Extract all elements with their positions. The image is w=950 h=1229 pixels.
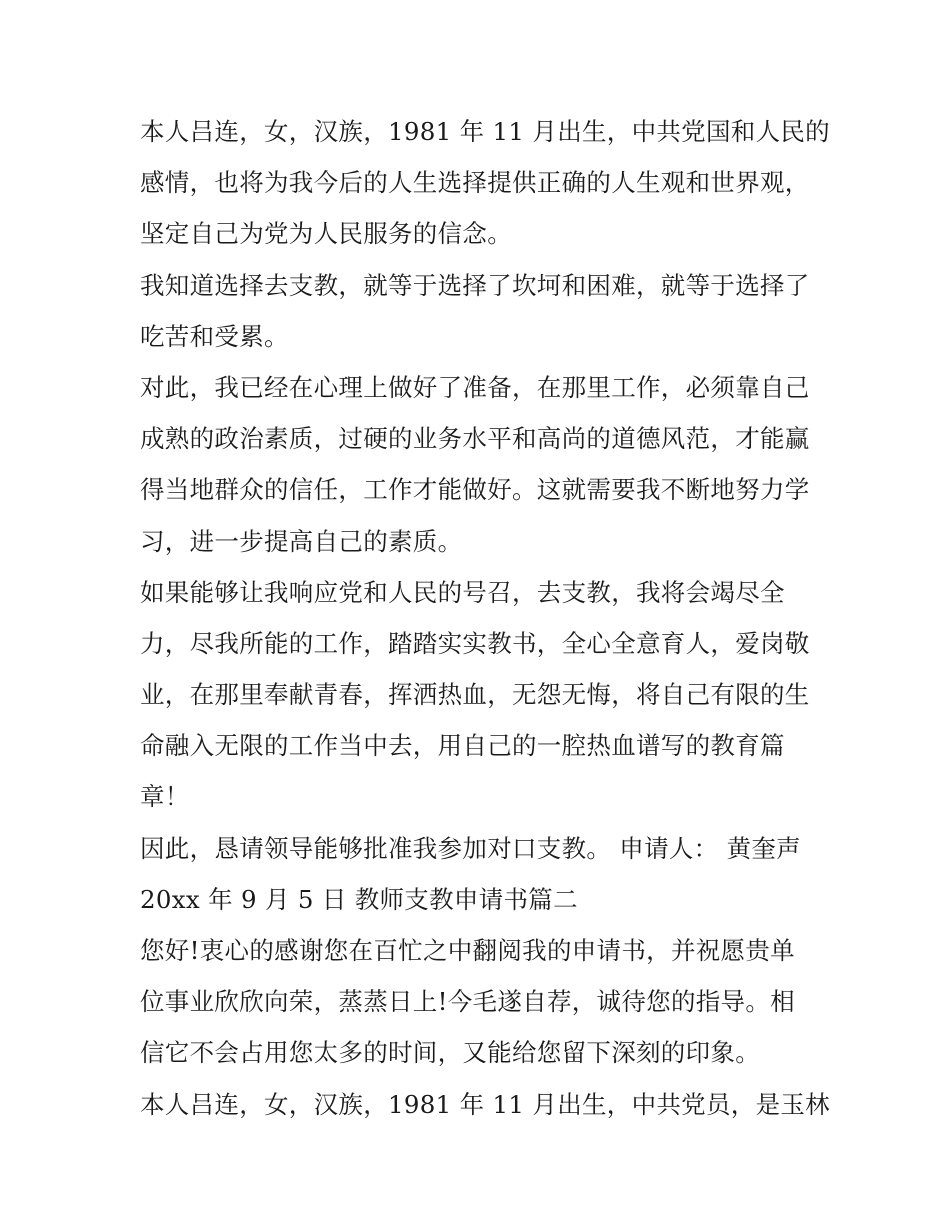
text-line: 本人吕连，女，汉族，1981 年 11 月出生，中共党国和人民的	[140, 117, 830, 146]
text-line: 力，尽我所能的工作，踏踏实实教书，全心全意育人，爱岗敬	[140, 628, 810, 658]
text-line: 20xx 年 9 月 5 日 教师支教申请书篇二	[140, 884, 578, 914]
text-line: 吃苦和受累。	[140, 321, 289, 351]
text-line: 位事业欣欣向荣，蒸蒸日上!今毛遂自荐，诚待您的指导。相	[140, 987, 795, 1017]
text-line: 我知道选择去支教，就等于选择了坎坷和困难，就等于选择了	[140, 270, 810, 300]
text-line: 命融入无限的工作当中去，用自己的一腔热血谱写的教育篇	[140, 731, 785, 761]
document-body	[140, 106, 830, 1130]
text-line: 您好!衷心的感谢您在百忙之中翻阅我的申请书，并祝愿贵单	[140, 936, 795, 965]
text-line: 信它不会占用您太多的时间，又能给您留下深刻的印象。	[140, 1038, 760, 1068]
text-line: 感情，也将为我今后的人生选择提供正确的人生观和世界观，	[140, 168, 810, 198]
text-line: 业，在那里奉献青春，挥洒热血，无怨无悔，将自己有限的生	[140, 680, 810, 710]
text-line: 章！	[140, 782, 190, 812]
text-line: 习，进一步提高自己的素质。	[140, 526, 463, 556]
text-line: 得当地群众的信任，工作才能做好。这就需要我不断地努力学	[140, 475, 810, 505]
text-line: 因此，恳请领导能够批准我参加对口支教。 申请人： 黄奎声	[140, 833, 801, 863]
text-line: 本人吕连，女，汉族，1981 年 11 月出生，中共党员，是玉林	[140, 1089, 830, 1119]
text-line: 坚定自己为党为人民服务的信念。	[140, 219, 512, 249]
text-line: 对此，我已经在心理上做好了准备，在那里工作，必须靠自己	[140, 372, 810, 402]
text-line: 如果能够让我响应党和人民的号召，去支教，我将会竭尽全	[140, 577, 785, 607]
text-line: 成熟的政治素质，过硬的业务水平和高尚的道德风范，才能赢	[140, 424, 810, 454]
